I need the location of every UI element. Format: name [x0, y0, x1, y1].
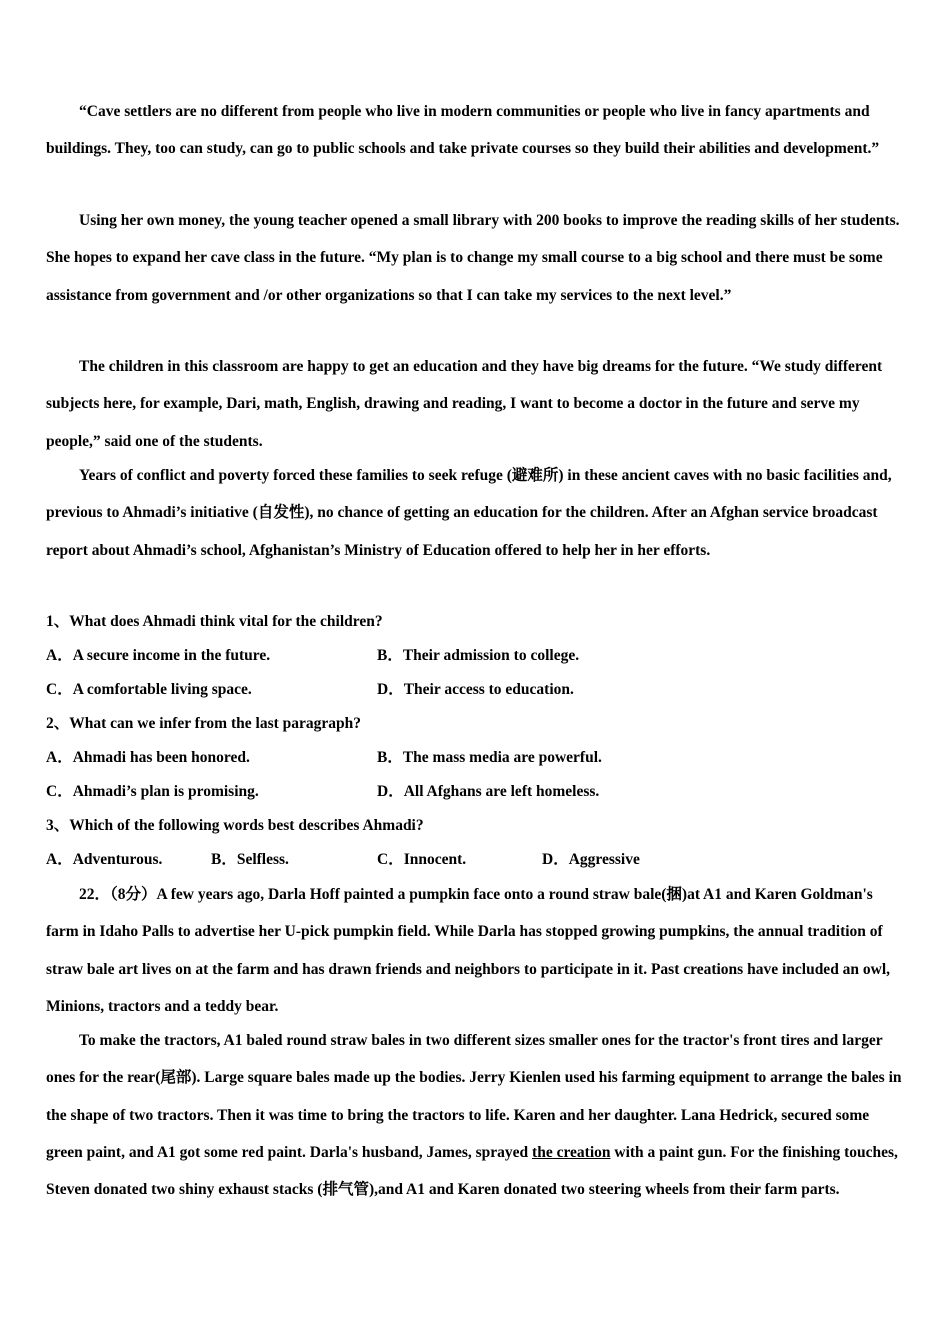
- section-22-p2-text-after: with a paint gun. For the finishing touches, Steven donated two shiny exhaust stacks (排气管),and A1 and Karen donated two steering wheels from their farm parts.: [46, 1143, 898, 1199]
- underlined-phrase: the creation: [532, 1143, 611, 1161]
- question-3-option-b: B．Selfless.: [211, 851, 289, 868]
- passage-paragraph-3: The children in this classroom are happy to get an education and they have big dreams for the future. “We study different subjects here, for example, Dari, math, English, drawing and reading, I want to become a doctor in the future and serve my people,” said one of the students.: [46, 358, 883, 450]
- section-22-p2-text-before: To make the tractors, A1 baled round straw bales in two different sizes smaller ones for the tractor's front tires and larger ones for the rear(尾部). Large square bales made up the bodies. Jerry Kienlen used his farming equipment to arrange the bales in the shape of two tractors. Then it was time to bring the tractors to life. Karen and her daughter. Lana Hedrick, secured some green paint, and A1 got some red paint. Darla's husband, James, sprayed: [46, 1032, 902, 1161]
- question-3-stem: 3、Which of the following words best describes Ahmadi?: [46, 817, 424, 834]
- question-1-option-b: B．Their admission to college.: [377, 647, 580, 664]
- passage-paragraph-2: Using her own money, the young teacher opened a small library with 200 books to improve the reading skills of her students. She hopes to expand her cave class in the future. “My plan is to change my small course to a big school and there must be some assistance from government and /or other organizations so that I can take my services to the next level.”: [46, 212, 900, 304]
- question-2-option-c: C．Ahmadi’s plan is promising.: [46, 783, 259, 800]
- question-1-option-d: D．Their access to education.: [377, 681, 574, 698]
- question-1-stem: 1、What does Ahmadi think vital for the children?: [46, 613, 383, 630]
- question-3-option-d: D．Aggressive: [542, 851, 640, 868]
- section-22-paragraph-2: [46, 1022, 906, 1208]
- question-2-option-b: B．The mass media are powerful.: [377, 749, 602, 766]
- section-22-paragraph-1: 22．（8分）A few years ago, Darla Hoff painted a pumpkin face onto a round straw bale(捆)at A1 and Karen Goldman's farm in Idaho Palls to advertise her U-pick pumpkin field. While Darla has stopped growing pumpkins, the annual tradition of straw bale art lives on at the farm and has drawn friends and neighbors to participate in it. Past creations have included an owl, Minions, tractors and a teddy bear.: [46, 886, 891, 1015]
- passage-paragraph-1: “Cave settlers are no different from people who live in modern communities or people who live in fancy apartments and buildings. They, too can study, can go to public schools and take private courses so they build their abilities and development.”: [46, 103, 880, 158]
- question-3-option-a: A．Adventurous.: [46, 851, 163, 868]
- question-1-option-c: C．A comfortable living space.: [46, 681, 252, 698]
- question-1-option-a: A．A secure income in the future.: [46, 647, 271, 664]
- question-2-option-d: D．All Afghans are left homeless.: [377, 783, 600, 800]
- question-3-option-c: C．Innocent.: [377, 851, 467, 868]
- passage-paragraph-4: Years of conflict and poverty forced these families to seek refuge (避难所) in these ancient caves with no basic facilities and, previous to Ahmadi’s initiative (自发性), no chance of getting an education for the children. After an Afghan service broadcast report about Ahmadi’s school, Afghanistan’s Ministry of Education offered to help her in her efforts.: [46, 467, 892, 559]
- question-2-stem: 2、What can we infer from the last paragraph?: [46, 715, 362, 732]
- question-2-option-a: A．Ahmadi has been honored.: [46, 749, 250, 766]
